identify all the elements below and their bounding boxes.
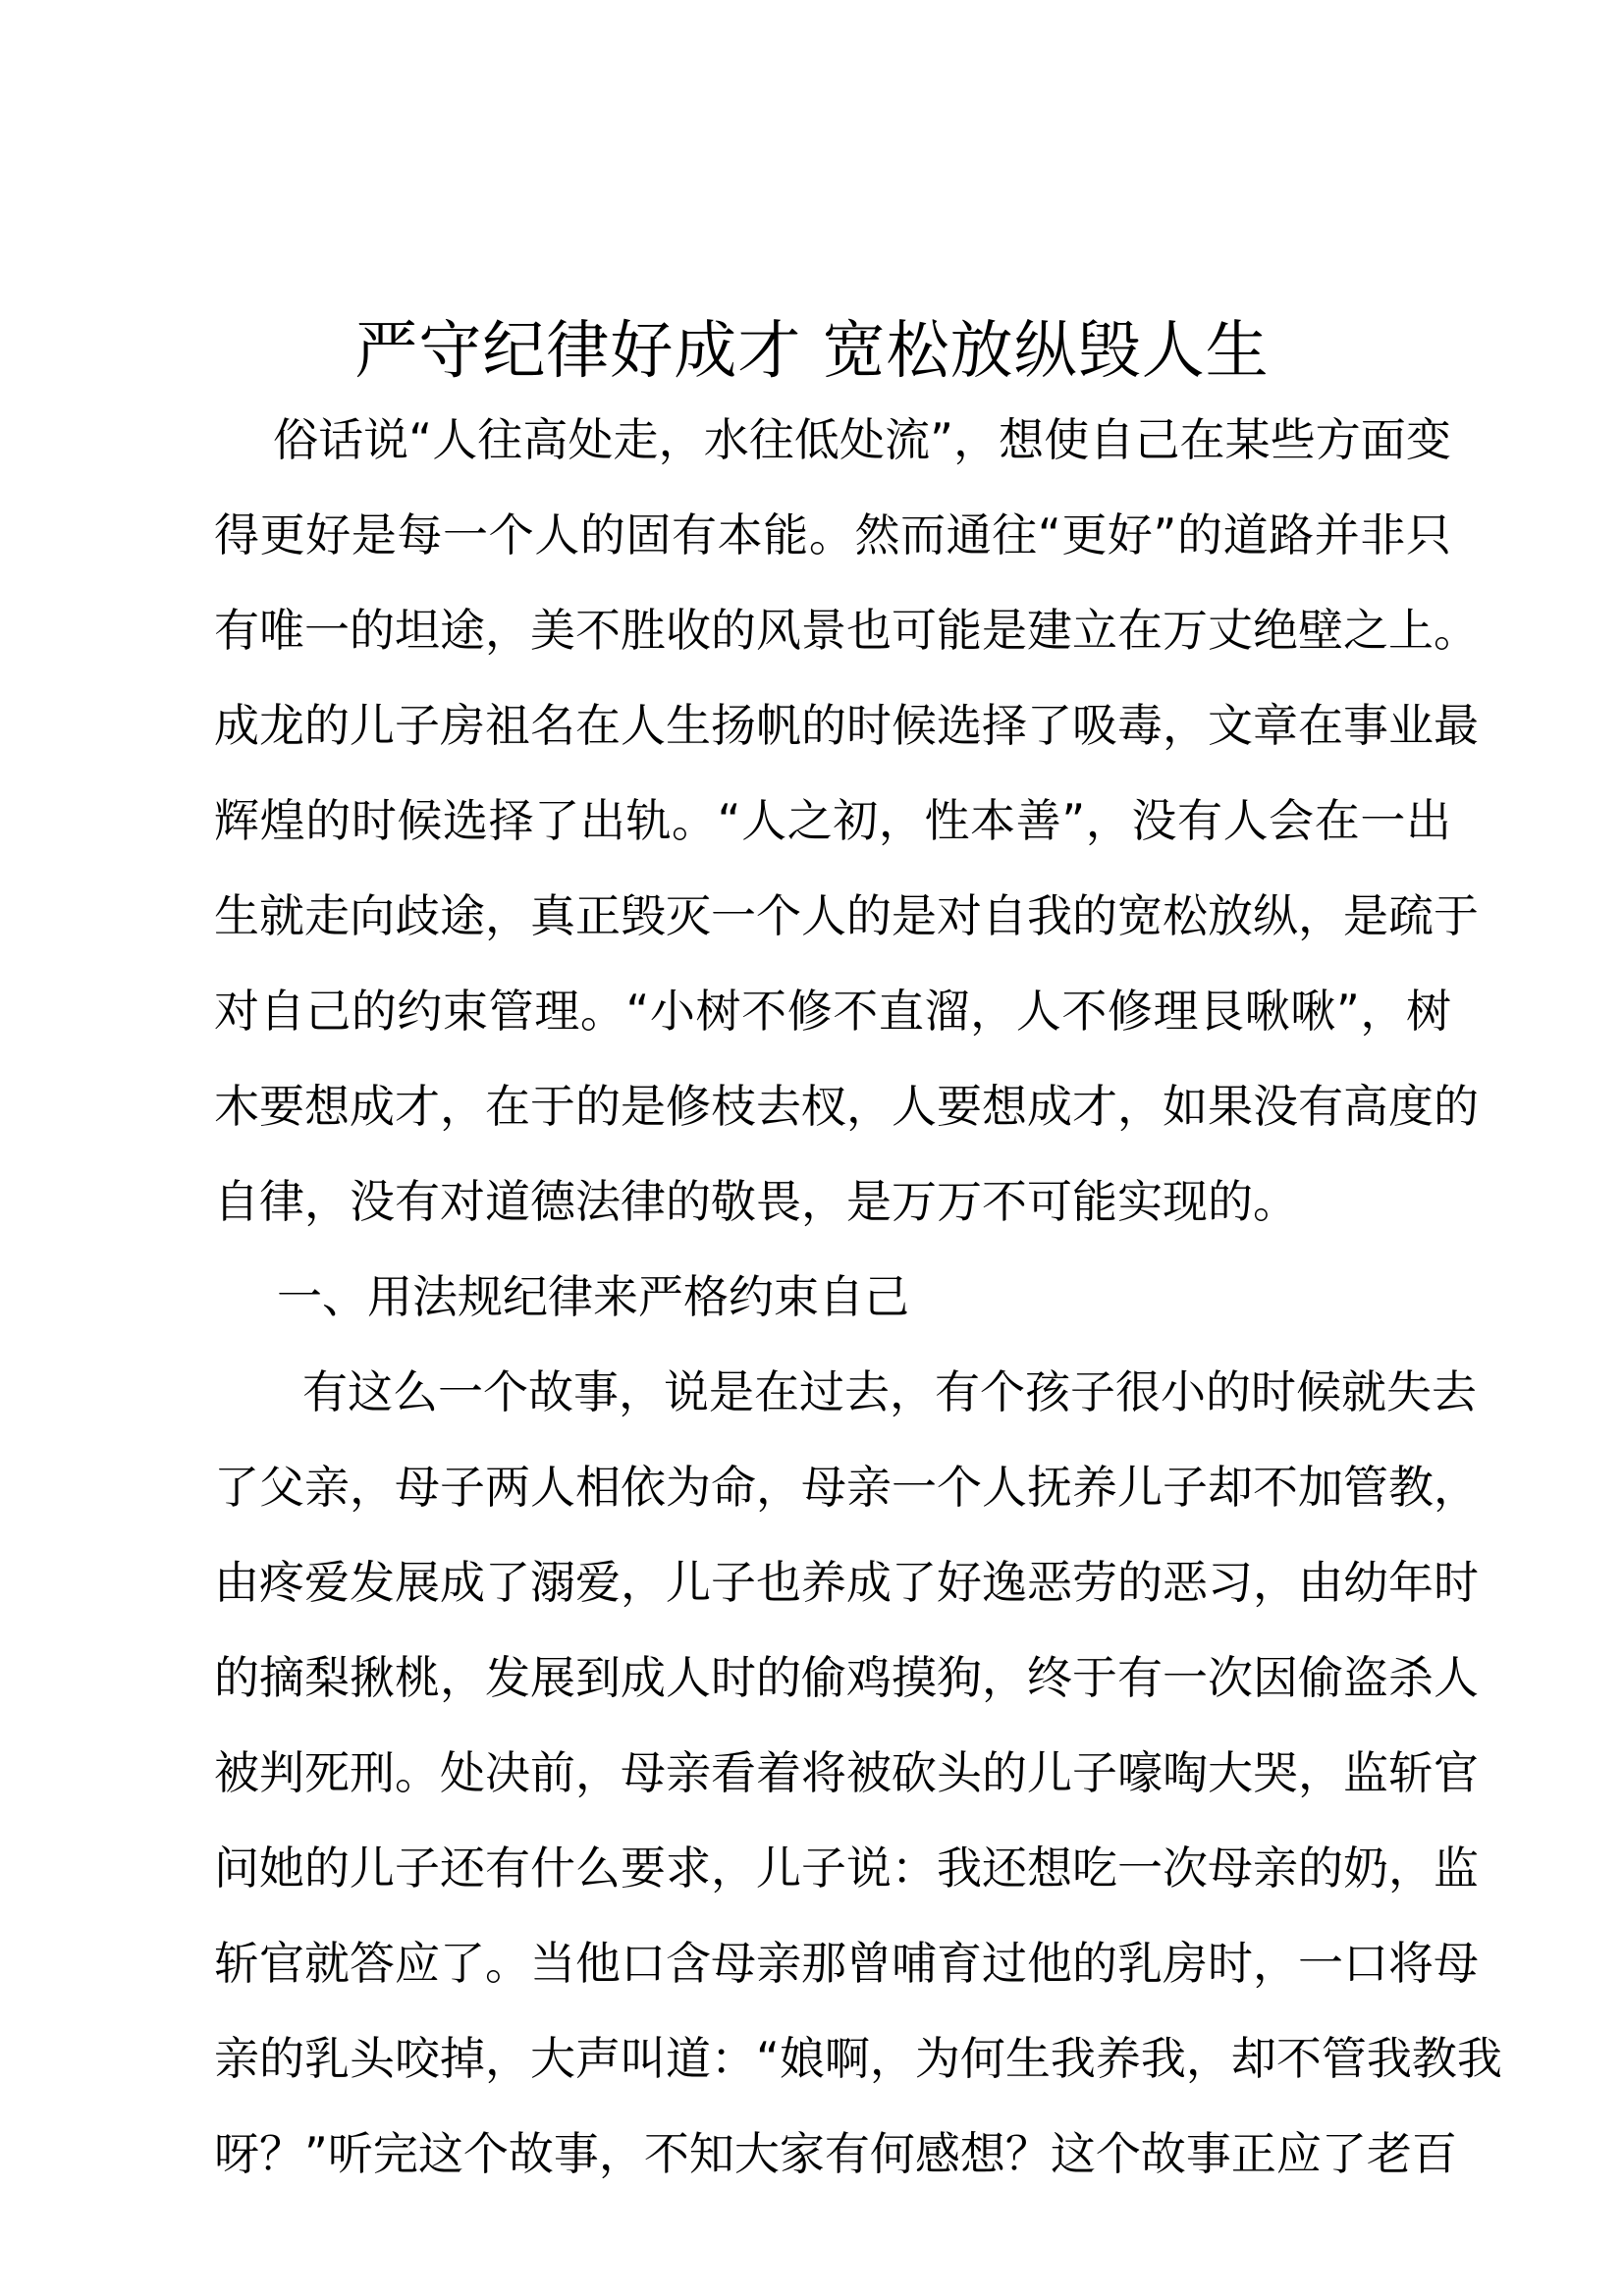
paragraph-intro <box>214 393 1479 1250</box>
text-line: 斩官就答应了。当他口含母亲那曾哺育过他的乳房时，一口将母 <box>214 1937 1479 1990</box>
text-line: 俗话说“人往高处走，水往低处流”，想使自己在某些方面变 <box>273 413 1451 466</box>
text-line: 得更好是每一个人的固有本能。然而通往“更好”的道路并非只 <box>214 508 1451 561</box>
text-line: 对自己的约束管理。“小树不修不直溜，人不修理艮啾啾”，树 <box>214 985 1451 1038</box>
document-body <box>214 393 1502 2202</box>
text-line: 辉煌的时候选择了出轨。“人之初，性本善”，没有人会在一出 <box>214 794 1451 847</box>
text-line: 有这么一个故事，说是在过去，有个孩子很小的时候就失去 <box>302 1365 1477 1418</box>
text-line: 由疼爱发展成了溺爱，儿子也养成了好逸恶劳的恶习，由幼年时 <box>214 1556 1479 1609</box>
section-heading: 一、用法规纪律来严格约束自己 <box>277 1270 909 1323</box>
text-line: 成龙的儿子房祖名在人生扬帆的时候选择了吸毒，文章在事业最 <box>214 699 1479 752</box>
text-line: 亲的乳头咬掉，大声叫道：“娘啊，为何生我养我，却不管我教我 <box>214 2032 1502 2085</box>
text-line: 被判死刑。处决前，母亲看着将被砍头的儿子嚎啕大哭，监斩官 <box>214 1746 1479 1799</box>
text-line: 木要想成才，在于的是修枝去杈，人要想成才，如果没有高度的 <box>214 1080 1479 1133</box>
text-line: 了父亲，母子两人相依为命，母亲一个人抚养儿子却不加管教， <box>214 1461 1479 1514</box>
text-line: 生就走向歧途，真正毁灭一个人的是对自我的宽松放纵，是疏于 <box>214 889 1479 942</box>
text-line: 呀？”听完这个故事，不知大家有何感想？这个故事正应了老百 <box>214 2127 1457 2180</box>
text-line: 自律，没有对道德法律的敬畏，是万万不可能实现的。 <box>214 1175 1298 1228</box>
text-line: 的摘梨揪桃，发展到成人时的偷鸡摸狗，终于有一次因偷盗杀人 <box>214 1651 1479 1704</box>
text-line: 有唯一的坦途，美不胜收的风景也可能是建立在万丈绝壁之上。 <box>214 604 1479 657</box>
document-title: 严守纪律好成才 宽松放纵毁人生 <box>354 315 1270 388</box>
text-line: 问她的儿子还有什么要求，儿子说：我还想吃一次母亲的奶，监 <box>214 1842 1479 1895</box>
paragraph-story <box>214 1345 1502 2202</box>
